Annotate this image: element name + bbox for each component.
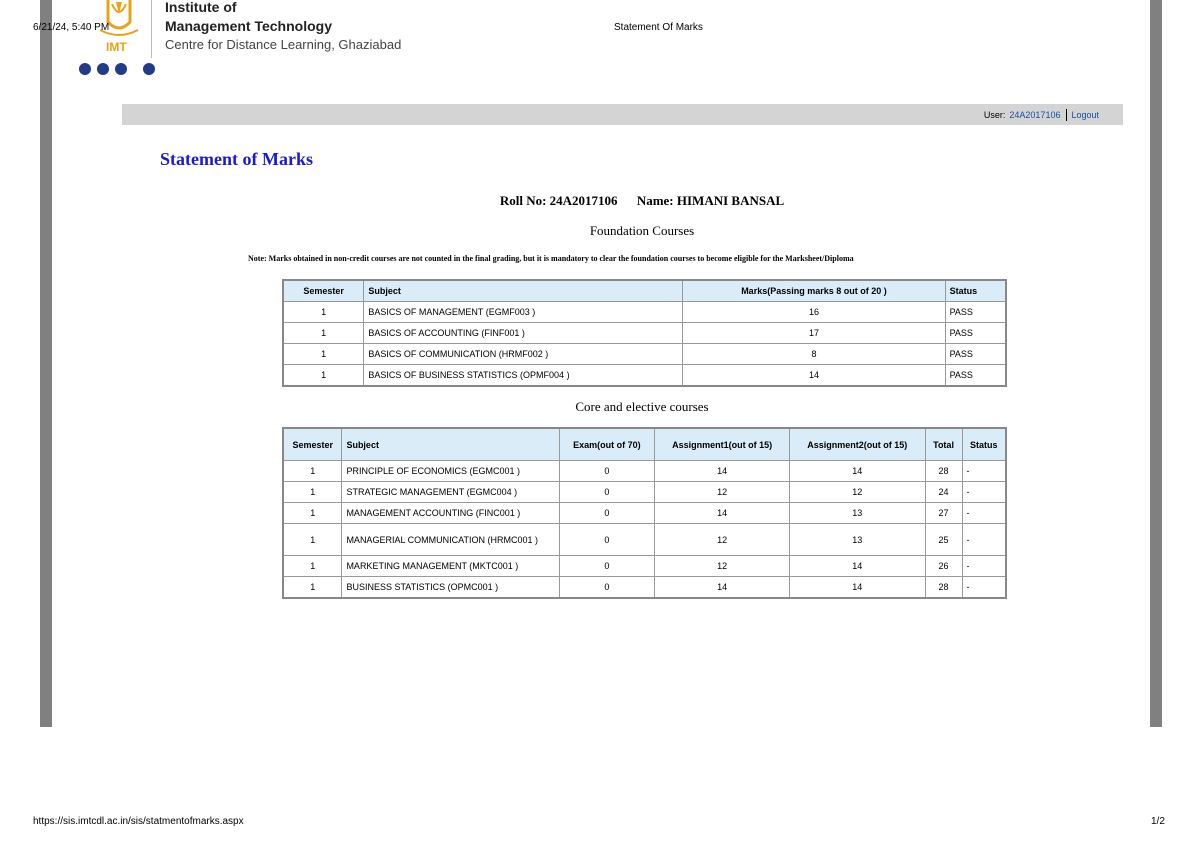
subject-cell: MANAGEMENT ACCOUNTING (FINC001 ) <box>342 503 559 524</box>
user-id-link[interactable]: 24A2017106 <box>1009 110 1061 120</box>
header-status: Status <box>945 280 1006 302</box>
student-info <box>0 193 1200 209</box>
total-cell: 27 <box>925 503 962 524</box>
table-row <box>283 344 1006 365</box>
marks-cell: 17 <box>683 323 945 344</box>
status-cell: PASS <box>945 323 1006 344</box>
total-cell: 28 <box>925 461 962 482</box>
assignment1-cell: 12 <box>655 482 790 503</box>
status-cell: - <box>962 524 1006 556</box>
marks-cell: 8 <box>683 344 945 365</box>
logo-abbr: IMT <box>106 40 127 54</box>
header-assignment2: Assignment2(out of 15) <box>789 428 925 461</box>
logo-line-3: Centre for Distance Learning, Ghaziabad <box>165 37 402 52</box>
core-courses-title: Core and elective courses <box>575 399 709 414</box>
table-row <box>283 323 1006 344</box>
roll-number: Roll No: 24A2017106 <box>499 193 618 208</box>
left-frame-bar <box>40 0 52 727</box>
total-cell: 26 <box>925 556 962 577</box>
semester-cell: 1 <box>283 302 364 323</box>
table-row <box>283 365 1006 387</box>
logo-line-2: Management Technology <box>165 18 332 34</box>
header-subject: Subject <box>342 428 559 461</box>
header-total: Total <box>925 428 962 461</box>
assignment1-cell: 14 <box>655 503 790 524</box>
semester-cell: 1 <box>283 365 364 387</box>
table-row <box>283 503 1006 524</box>
student-name: Name: HIMANI BANSAL <box>636 193 785 208</box>
subject-cell: MARKETING MANAGEMENT (MKTC001 ) <box>342 556 559 577</box>
exam-cell: 0 <box>559 461 655 482</box>
foundation-courses-table <box>282 279 1007 387</box>
table-row <box>283 302 1006 323</box>
subject-cell: STRATEGIC MANAGEMENT (EGMC004 ) <box>342 482 559 503</box>
semester-cell: 1 <box>283 482 342 503</box>
semester-cell: 1 <box>283 556 342 577</box>
table-header-row <box>283 428 1006 461</box>
assignment2-cell: 14 <box>789 577 925 599</box>
header-assignment1: Assignment1(out of 15) <box>655 428 790 461</box>
logo-divider <box>151 0 152 58</box>
status-cell: - <box>962 482 1006 503</box>
semester-cell: 1 <box>283 461 342 482</box>
foundation-courses-title: Foundation Courses <box>589 223 695 238</box>
marks-cell: 16 <box>683 302 945 323</box>
subject-cell: BASICS OF ACCOUNTING (FINF001 ) <box>364 323 683 344</box>
table-row <box>283 577 1006 599</box>
user-separator <box>1066 109 1067 121</box>
assignment1-cell: 12 <box>655 556 790 577</box>
table-row <box>283 556 1006 577</box>
institute-name <box>165 0 401 54</box>
subject-cell: BASICS OF BUSINESS STATISTICS (OPMF004 ) <box>364 365 683 387</box>
assignment1-cell: 12 <box>655 524 790 556</box>
assignment1-cell: 14 <box>655 461 790 482</box>
subject-cell: BASICS OF MANAGEMENT (EGMF003 ) <box>364 302 683 323</box>
header-marks: Marks(Passing marks 8 out of 20 ) <box>683 280 945 302</box>
print-page-number: 1/2 <box>1151 816 1165 827</box>
assignment2-cell: 14 <box>789 461 925 482</box>
exam-cell: 0 <box>559 556 655 577</box>
user-bar <box>122 104 1123 125</box>
header-exam: Exam(out of 70) <box>559 428 655 461</box>
exam-cell: 0 <box>559 524 655 556</box>
exam-cell: 0 <box>559 577 655 599</box>
assignment1-cell: 14 <box>655 577 790 599</box>
subject-cell: BASICS OF COMMUNICATION (HRMF002 ) <box>364 344 683 365</box>
user-label: User: <box>983 110 1006 120</box>
print-url: https://sis.imtcdl.ac.in/sis/statmentofmarks.aspx <box>33 816 244 827</box>
table-row <box>283 482 1006 503</box>
status-cell: - <box>962 556 1006 577</box>
header-semester: Semester <box>283 428 342 461</box>
core-courses-table <box>282 427 1007 599</box>
imt-logo-icon <box>78 0 160 78</box>
table-row <box>283 461 1006 482</box>
subject-cell: MANAGERIAL COMMUNICATION (HRMC001 ) <box>342 524 559 556</box>
status-cell: PASS <box>945 344 1006 365</box>
user-info <box>984 109 1099 121</box>
table-header-row <box>283 280 1006 302</box>
header-status: Status <box>962 428 1006 461</box>
assignment2-cell: 14 <box>789 556 925 577</box>
marks-cell: 14 <box>683 365 945 387</box>
exam-cell: 0 <box>559 482 655 503</box>
assignment2-cell: 13 <box>789 503 925 524</box>
subject-cell: BUSINESS STATISTICS (OPMC001 ) <box>342 577 559 599</box>
semester-cell: 1 <box>283 323 364 344</box>
logout-link[interactable]: Logout <box>1071 110 1099 120</box>
status-cell: - <box>962 503 1006 524</box>
semester-cell: 1 <box>283 503 342 524</box>
total-cell: 25 <box>925 524 962 556</box>
status-cell: - <box>962 577 1006 599</box>
header-subject: Subject <box>364 280 683 302</box>
status-cell: PASS <box>945 302 1006 323</box>
exam-cell: 0 <box>559 503 655 524</box>
status-cell: - <box>962 461 1006 482</box>
header-semester: Semester <box>283 280 364 302</box>
assignment2-cell: 13 <box>789 524 925 556</box>
right-frame-bar <box>1150 0 1162 727</box>
page-title: Statement of Marks <box>160 149 313 169</box>
table-row <box>283 524 1006 556</box>
total-cell: 28 <box>925 577 962 599</box>
print-title: Statement Of Marks <box>614 22 703 33</box>
assignment2-cell: 12 <box>789 482 925 503</box>
logo-line-1: Institute of <box>165 0 237 15</box>
semester-cell: 1 <box>283 344 364 365</box>
status-cell: PASS <box>945 365 1006 387</box>
print-date: 6/21/24, 5:40 PM <box>33 22 110 33</box>
foundation-note: Note: Marks obtained in non-credit courses are not counted in the final grading, but it is mandatory to clear the foundation courses to become eligible for the Marksheet/Diploma <box>248 254 854 263</box>
semester-cell: 1 <box>283 524 342 556</box>
total-cell: 24 <box>925 482 962 503</box>
subject-cell: PRINCIPLE OF ECONOMICS (EGMC001 ) <box>342 461 559 482</box>
semester-cell: 1 <box>283 577 342 599</box>
